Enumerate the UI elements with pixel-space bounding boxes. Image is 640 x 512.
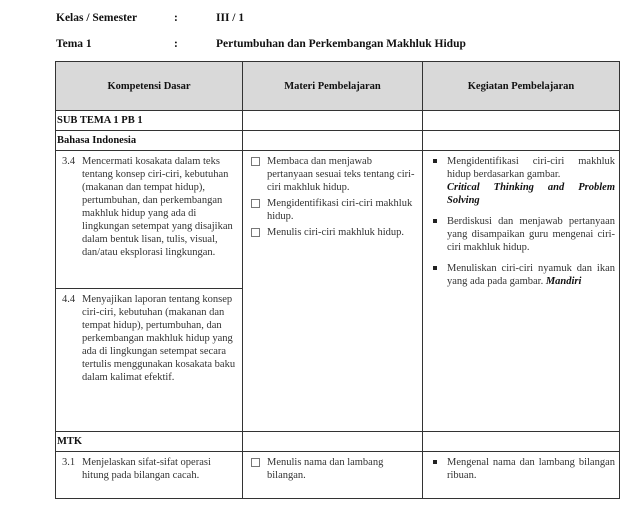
section-bahasa-indonesia: Bahasa Indonesia — [56, 131, 243, 151]
table-row — [56, 452, 620, 499]
square-bullet-icon — [433, 460, 437, 464]
table-row — [56, 151, 620, 289]
list-item: Membaca dan menjawab pertanyaan sesuai teks tentang ciri-ciri makhluk hidup. — [249, 155, 418, 194]
lesson-table — [55, 61, 620, 499]
tema-label: Tema 1 — [56, 38, 92, 50]
kd-number: 3.1 — [62, 457, 76, 468]
list-item: Mengidentifikasi ciri-ciri makhluk hidup berdasarkan gambar. Critical Thinking and Problem Solving — [429, 155, 615, 207]
kd-4-4-cell — [56, 289, 243, 432]
square-bullet-icon — [433, 159, 437, 163]
subtema-label: SUB TEMA 1 PB 1 — [56, 111, 243, 131]
square-bullet-icon — [433, 266, 437, 270]
kd-number: 3.4 — [62, 156, 76, 167]
list-item: Berdiskusi dan menjawab pertanyaan yang disampaikan guru mengenai ciri-ciri makhluk hidup. — [429, 215, 615, 254]
kd-text: Mencermati kosakata dalam teks tentang konsep ciri-ciri, kebutuhan (makanan dan tempat hidup), pertumbuhan, dan perkembangan makhluk hidup yang ada di lingkungan setempat yang disajikan dalam bentuk lisan, tulis, visual, dan/atau eksplorasi lingkungan. — [82, 156, 233, 258]
materi-cell — [243, 151, 423, 432]
kd-text: Menyajikan laporan tentang konsep ciri-ciri, kebutuhan (makanan dan tempat hidup), pertumbuhan, dan perkembangan makhluk hidup yang ada di lingkungan setempat secara tertulis menggunakan kosakata baku dalam kalimat efektif. — [82, 294, 236, 383]
section-row-mtk — [56, 432, 620, 452]
kd-3-1-cell — [56, 452, 243, 499]
list-item: Menulis ciri-ciri makhluk hidup. — [249, 226, 418, 239]
tema-colon: : — [174, 38, 178, 50]
checkbox-bullet-icon — [251, 228, 260, 237]
materi-cell — [243, 452, 423, 499]
kegiatan-cell — [423, 452, 620, 499]
subtema-row — [56, 111, 620, 131]
kd-text: Menjelaskan sifat-sifat operasi hitung pada bilangan cacah. — [82, 457, 211, 481]
col-kegiatan-pembelajaran: Kegiatan Pembelajaran — [423, 62, 620, 111]
list-item: Menulis nama dan lambang bilangan. — [249, 456, 418, 482]
section-mtk: MTK — [56, 432, 243, 452]
kd-3-4-cell — [56, 151, 243, 289]
col-materi-pembelajaran: Materi Pembelajaran — [243, 62, 423, 111]
square-bullet-icon — [433, 219, 437, 223]
kelas-label: Kelas / Semester — [56, 12, 138, 24]
list-item: Mengenal nama dan lambang bilangan ribuan. — [429, 456, 615, 482]
kd-number: 4.4 — [62, 294, 76, 305]
checkbox-bullet-icon — [251, 458, 260, 467]
checkbox-bullet-icon — [251, 157, 260, 166]
section-row-bahasa — [56, 131, 620, 151]
tema-value: Pertumbuhan dan Perkembangan Makhluk Hidup — [216, 38, 466, 50]
checkbox-bullet-icon — [251, 199, 260, 208]
kelas-colon: : — [174, 12, 178, 24]
table-header-row — [56, 62, 620, 111]
list-item: Menuliskan ciri-ciri nyamuk dan ikan yang ada pada gambar. Mandiri — [429, 262, 615, 288]
kelas-value: III / 1 — [216, 12, 245, 24]
col-kompetensi-dasar: Kompetensi Dasar — [56, 62, 243, 111]
kegiatan-cell — [423, 151, 620, 432]
list-item: Mengidentifikasi ciri-ciri makhluk hidup. — [249, 197, 418, 223]
